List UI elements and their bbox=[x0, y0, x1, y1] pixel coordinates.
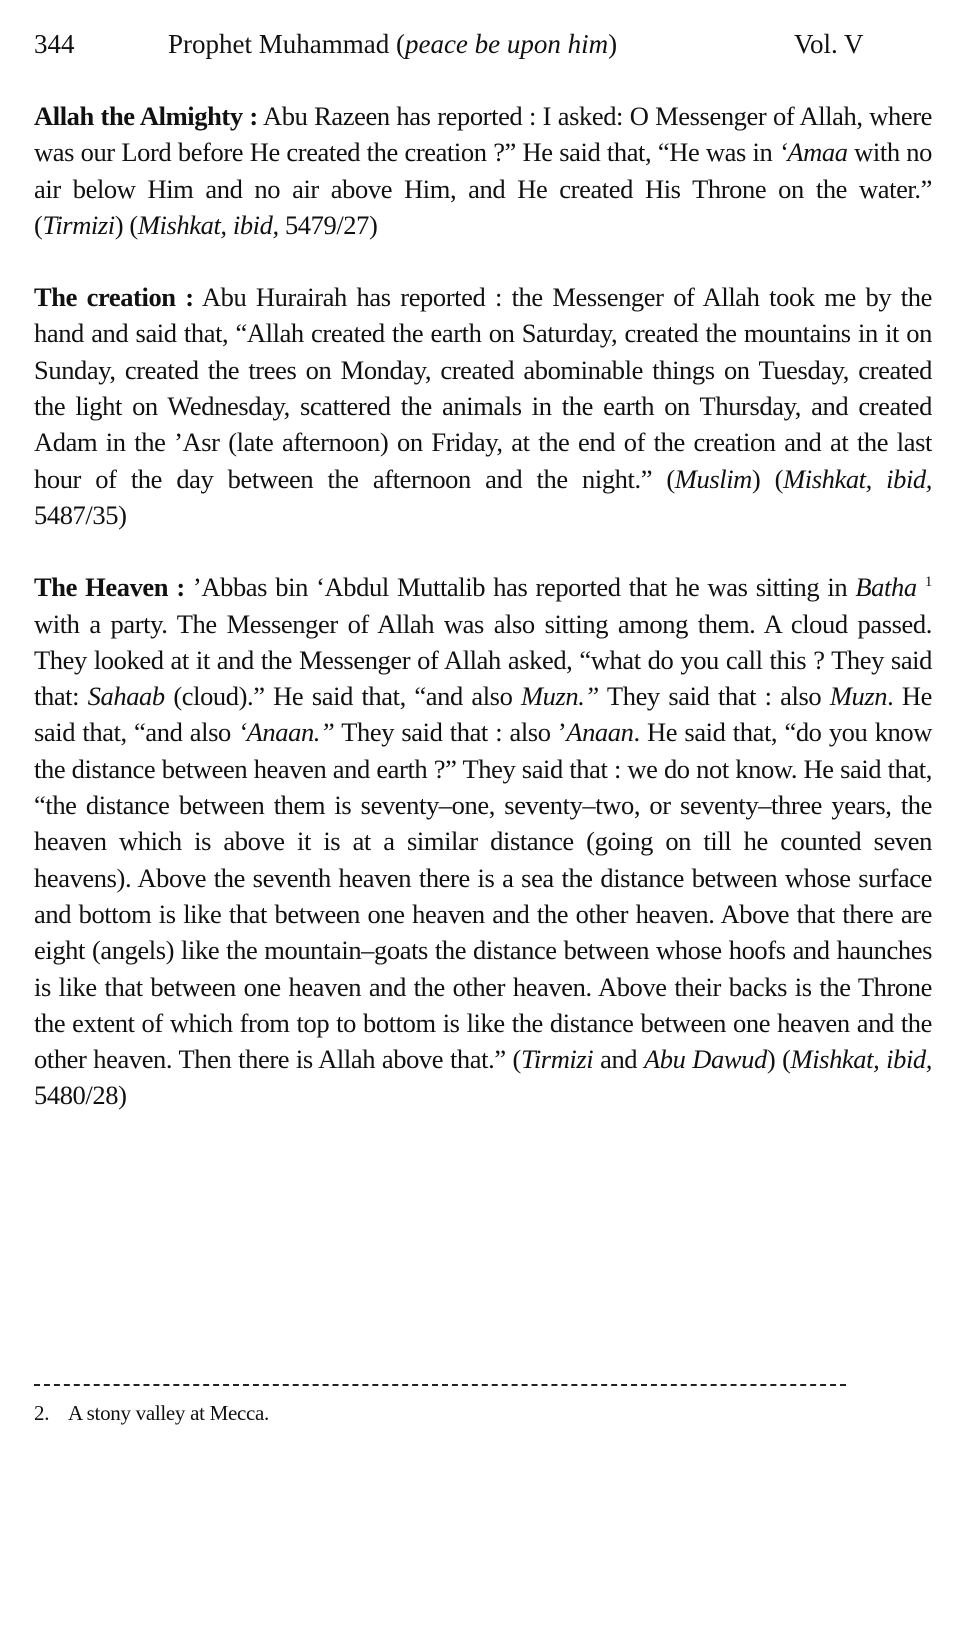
footnote bbox=[34, 1398, 269, 1428]
page-header bbox=[34, 24, 894, 64]
footnote-text: A stony valley at Mecca. bbox=[68, 1401, 269, 1425]
section-heading: The creation : bbox=[34, 282, 194, 313]
footnote-reference[interactable]: 1 bbox=[924, 574, 932, 591]
page-number: 344 bbox=[34, 29, 75, 59]
footnote-divider bbox=[34, 1384, 846, 1386]
volume-label: Vol. V bbox=[794, 29, 864, 59]
section-heading: The Heaven : bbox=[34, 572, 185, 603]
paragraph-allah-the-almighty: Allah the Almighty : Abu Razeen has reported : I asked: O Messenger of Allah, where was our Lord before He created the creation ?” He said that, “He was in ‘Amaa with no air below Him and no air above Him, and He created His Throne on the water.” (Tirmizi) (Mishkat, ibid, 5479/27) bbox=[34, 101, 933, 240]
paragraph-the-creation: The creation : Abu Hurairah has reported : the Messenger of Allah took me by the hand and said that, “Allah created the earth on Saturday, created the mountains in it on Sunday, created the trees on Monday, created abominable things on Tuesday, created the light on Wednesday, scattered the animals in the earth on Thursday, and created Adam in the ’Asr (late afternoon) on Friday, at the end of the creation and at the last hour of the day between the afternoon and the night.” (Muslim) (Mishkat, ibid, 5487/35) bbox=[34, 282, 933, 530]
running-title: Prophet Muhammad (peace be upon him) bbox=[168, 29, 618, 59]
footnote-number: 2. bbox=[34, 1401, 50, 1425]
page-body bbox=[34, 98, 932, 1150]
section-heading: Allah the Almighty : bbox=[34, 101, 258, 131]
paragraph-the-heaven: The Heaven : ’Abbas bin ‘Abdul Muttalib has reported that he was sitting in Batha $^1$ with a party. The Messenger of Allah was also sitting among them. A cloud passed. They looked at it and the Messenger of Allah asked, “what do you call this ? They said that: Sahaab (cloud).” He said that, “and also Muzn.” They said that : also Muzn. He said that, “and also ‘Anaan.” They said that : also ’Anaan. He said that, “do you know the distance between heaven and earth ?” They said that : we do not know. He said that, “the distance between them is seventy–one, seventy–two, or seventy–three years, the heaven which is above it is at a similar distance (going on till he counted seven heavens). Above the seventh heaven there is a sea the distance between whose surface and bottom is like that between one heaven and the other heaven. Above that there are eight (angels) like the mountain–goats the distance between whose hoofs and haunches is like that between one heaven and the other heaven. Above their backs is the Throne the extent of which from top to bottom is like the distance between one heaven and the other heaven. Then there is Allah above that.” (Tirmizi and Abu Dawud) (Mishkat, ibid, 5480/28) bbox=[34, 572, 933, 1111]
